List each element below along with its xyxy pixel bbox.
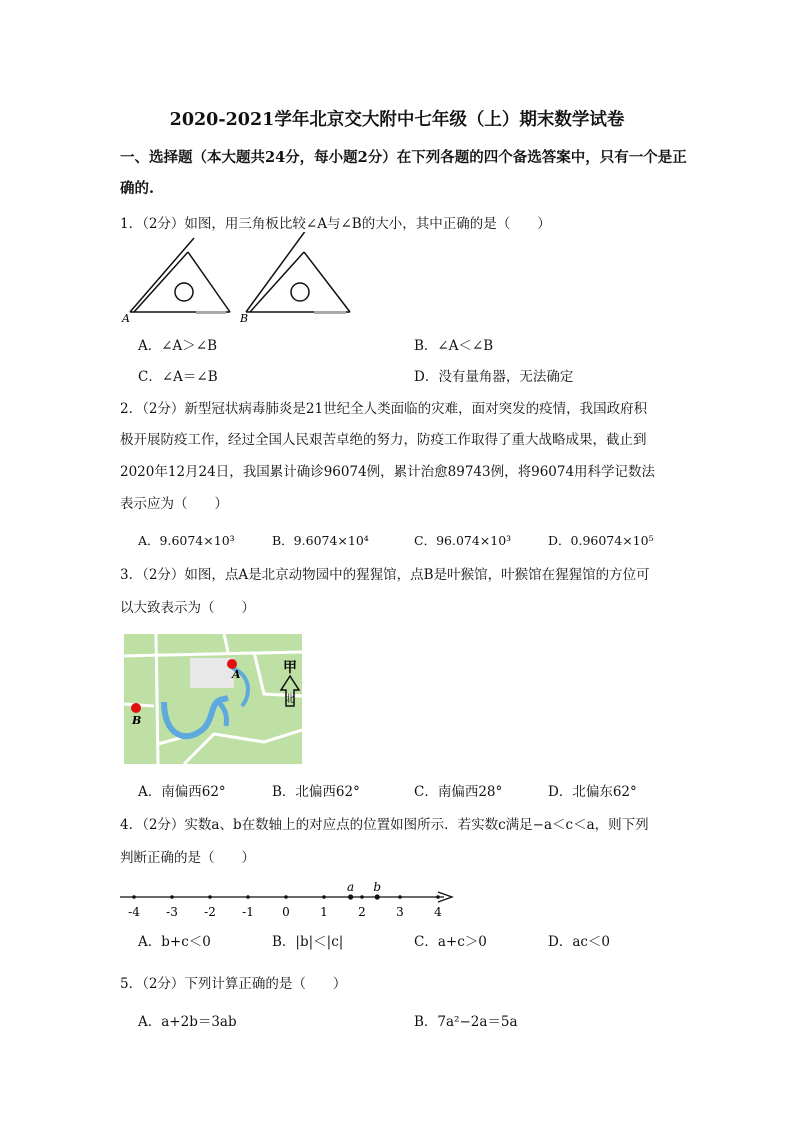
q1-option-a: A．∠A＞∠B — [138, 338, 218, 354]
q3-line-1: 3．（2分）如图，点A是北京动物园中的猩猩馆，点B是叶猴馆，叶猴馆在猩猩馆的方位可 — [120, 567, 650, 583]
number-line-tick — [170, 895, 174, 899]
q1-option-b: B．∠A＜∠B — [414, 338, 494, 354]
q1-fig-label-a: A — [122, 312, 130, 324]
q2-option-d: D．0.96074×10⁵ — [548, 533, 654, 548]
number-line-tick-label: -3 — [166, 905, 178, 919]
map-label-b: B — [132, 714, 142, 727]
number-line-tick-label: 0 — [282, 905, 290, 919]
q4-option-a: A．b+c＜0 — [138, 934, 211, 950]
page-title: 2020-2021学年北京交大附中七年级（上）期末数学试卷 — [169, 110, 625, 130]
q5-option-b: B．7a²−2a＝5a — [414, 1014, 518, 1030]
q2-line-3: 2020年12月24日，我国累计确诊96074例，累计治愈89743例，将96074用科学记数法 — [120, 464, 656, 480]
q4-option-c: C．a+c＞0 — [414, 934, 487, 950]
q1-triangle-figure — [118, 232, 358, 324]
section-heading-line2: 确的. — [120, 180, 155, 197]
q2-option-c: C．96.074×10³ — [414, 533, 512, 548]
q3-option-c: C．南偏西28° — [414, 784, 503, 800]
number-line-tick — [436, 895, 440, 899]
section-heading-line1: 一、选择题（本大题共24分，每小题2分）在下列各题的四个备选答案中，只有一个是正 — [120, 149, 687, 166]
map-compass-north: 北 — [285, 694, 295, 705]
q1-option-c: C．∠A＝∠B — [138, 369, 218, 385]
q3-option-b: B．北偏西62° — [272, 784, 360, 800]
number-line-tick — [398, 895, 402, 899]
number-line-tick — [322, 895, 326, 899]
q3-line-2: 以大致表示为（ ） — [120, 600, 255, 616]
q5-stem: 5．（2分）下列计算正确的是（ ） — [120, 976, 347, 992]
number-line-tick — [132, 895, 136, 899]
q4-line-1: 4．（2分）实数a、b在数轴上的对应点的位置如图所示．若实数c满足−a＜c＜a，则下列 — [120, 817, 649, 833]
number-line-tick-label: -1 — [242, 905, 254, 919]
number-line-tick — [360, 895, 364, 899]
number-line-tick-label: 1 — [320, 905, 328, 919]
q5-option-a: A．a+2b＝3ab — [138, 1014, 237, 1030]
q1-stem: 1．（2分）如图，用三角板比较∠A与∠B的大小，其中正确的是（ ） — [120, 216, 551, 232]
number-line-tick — [246, 895, 250, 899]
number-line-tick-label: 2 — [358, 905, 366, 919]
q2-line-4: 表示应为（ ） — [120, 496, 228, 512]
triangle-b — [246, 232, 350, 312]
q4-option-b: B．|b|＜|c| — [272, 934, 344, 950]
map-label-a: A — [232, 668, 241, 681]
number-line-point-b — [375, 894, 380, 899]
number-line-tick-label: -2 — [204, 905, 216, 919]
number-line-tick-label: 3 — [396, 905, 404, 919]
q2-option-b: B．9.6074×10⁴ — [272, 533, 369, 548]
triangle-a-ruler-mark — [196, 311, 226, 314]
q3-option-a: A．南偏西62° — [138, 784, 226, 800]
map-marker-b — [131, 703, 141, 713]
number-line-tick — [208, 895, 212, 899]
q2-line-2: 极开展防疫工作，经过全国人民艰苦卓绝的努力，防疫工作取得了重大战略成果，截止到 — [120, 432, 647, 448]
q3-zoo-map — [124, 634, 302, 764]
number-line-ticks — [128, 895, 442, 919]
q1-fig-label-b: B — [240, 312, 249, 324]
q1-option-d: D．没有量角器，无法确定 — [414, 369, 574, 385]
triangle-b-ruler-mark — [314, 311, 346, 314]
q2-line-1: 2．（2分）新型冠状病毒肺炎是21世纪全人类面临的灾难，面对突发的疫情，我国政府积 — [120, 401, 648, 417]
number-line-point-a — [348, 894, 353, 899]
map-compass-label: 甲 — [283, 660, 297, 676]
triangle-a — [130, 238, 230, 312]
q4-option-d: D．ac＜0 — [548, 934, 611, 950]
q3-option-d: D．北偏东62° — [548, 784, 637, 800]
number-line-tick — [284, 895, 288, 899]
number-line-label-a: a — [347, 880, 355, 894]
q4-number-line — [116, 878, 460, 920]
q2-option-a: A．9.6074×10³ — [138, 533, 235, 548]
number-line-tick-label: -4 — [128, 905, 140, 919]
number-line-label-b: b — [373, 880, 382, 894]
number-line-tick-label: 4 — [434, 905, 442, 919]
q4-line-2: 判断正确的是（ ） — [120, 850, 255, 866]
